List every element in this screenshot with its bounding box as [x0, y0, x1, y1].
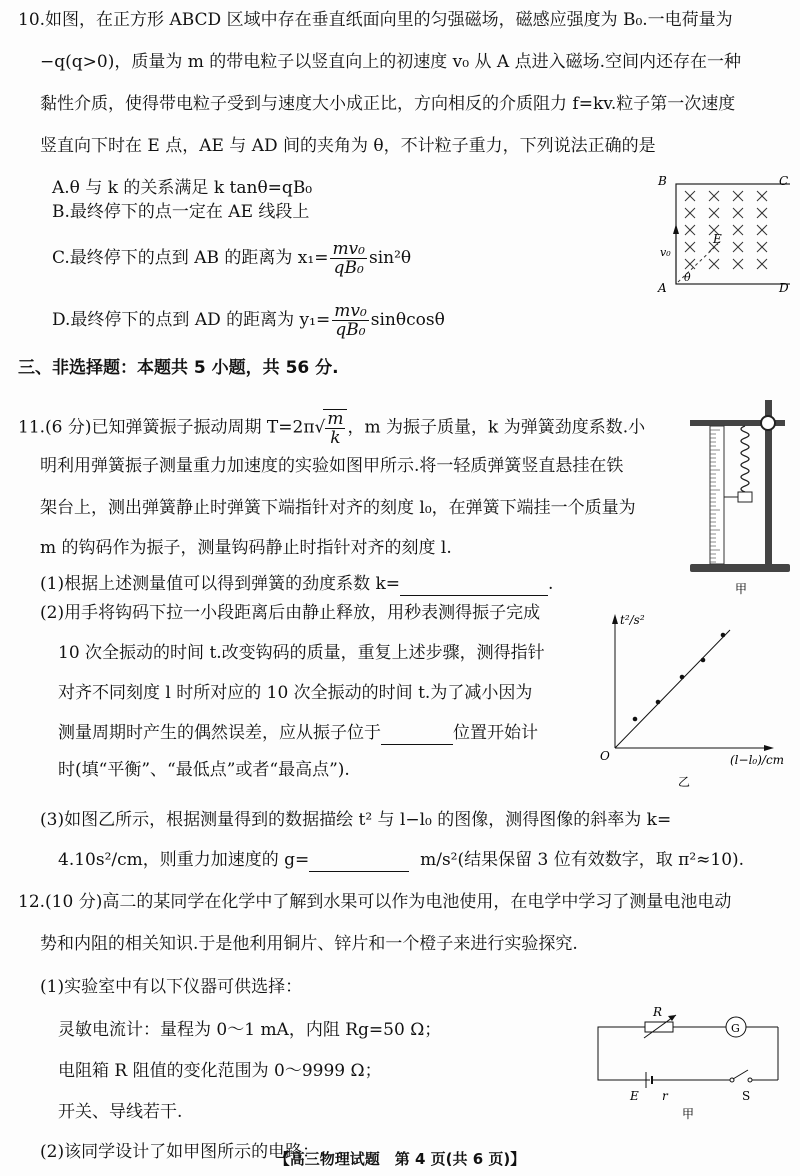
q12-line: 势和内阻的相关知识.于是他利用铜片、锌片和一个橙子来进行实验探究.	[40, 934, 578, 954]
text: m/s²(结果保留 3 位有效数字，取 π²≈10).	[420, 850, 745, 870]
text: 测量周期时产生的偶然误差，应从振子位于	[58, 723, 381, 743]
q12-part2: (2)该同学设计了如甲图所示的电路：	[40, 1142, 320, 1162]
q11-part2: (2)用手将钩码下拉一小段距离后由静止释放，用秒表测得振子完成	[40, 603, 541, 623]
answer-blank[interactable]	[381, 722, 453, 745]
label-a: A	[658, 281, 667, 295]
answer-blank[interactable]	[400, 573, 548, 596]
magnetic-field-figure	[640, 172, 790, 302]
text: ，m 为振子质量，k 为弹簧劲度系数.小	[347, 417, 646, 438]
label-e: E	[713, 232, 722, 246]
emf-label: E	[630, 1089, 639, 1103]
sqrt-fraction	[325, 410, 345, 447]
label-b: B	[658, 174, 667, 188]
q11-part2: 10 次全振动的时间 t.改变钩码的质量，重复上述步骤，测得指针	[58, 643, 545, 663]
x-axis-label: (l−l₀)/cm	[730, 753, 785, 767]
figure-caption: 甲	[735, 582, 748, 596]
q10-line: 竖直向下时在 E 点，AE 与 AD 间的夹角为 θ，不计粒子重力，下列说法正确的是	[40, 136, 656, 156]
origin-label: O	[600, 749, 610, 763]
q11-line: 架台上，测出弹簧静止时弹簧下端指针对齐的刻度 l₀，在弹簧下端挂一个质量为	[40, 498, 636, 518]
numerator: mv₀	[334, 301, 367, 321]
internal-resistance-label: r	[662, 1089, 668, 1103]
q10-line: 黏性介质，使得带电粒子受到与速度大小成正比，方向相反的介质阻力 f=kv.粒子第一次速度	[40, 94, 736, 114]
page-footer: 【高三物理试题 第 4 页(共 6 页)】	[274, 1150, 526, 1168]
label-c: C	[779, 174, 789, 188]
numerator: m	[327, 409, 344, 429]
text: 4.10s²/cm，则重力加速度的 g=	[58, 850, 310, 870]
data-point	[680, 675, 685, 680]
option-text: sin²θ	[368, 248, 412, 268]
figure-caption: 乙	[678, 775, 691, 789]
q11-line: 明利用弹簧振子测量重力加速度的实验如图甲所示.将一轻质弹簧竖直悬挂在铁	[40, 456, 624, 476]
fraction	[332, 302, 369, 339]
q10-option-d	[52, 302, 445, 339]
q11-part2: 对齐不同刻度 l 时所对应的 10 次全振动的时间 t.为了减小因为	[58, 683, 533, 703]
text: (1)根据上述测量值可以得到弹簧的劲度系数 k=	[40, 574, 401, 594]
data-point	[721, 633, 726, 638]
q10-option-a: A.θ 与 k 的关系满足 k tanθ=qB₀	[52, 178, 313, 198]
q11-part2	[58, 722, 538, 745]
spring-stand-figure	[680, 398, 795, 598]
text: 位置开始计	[453, 723, 538, 743]
q11-part2: 时(填“平衡”、“最低点”或者“最高点”).	[58, 760, 350, 780]
text: 11.(6 分)已知弹簧振子振动周期 T=2π	[18, 417, 315, 438]
label-d: D	[779, 281, 789, 295]
instrument-item: 电阻箱 R 阻值的变化范围为 0～9999 Ω；	[58, 1061, 382, 1081]
option-text: sinθcosθ	[370, 310, 445, 330]
resistor-label: R	[653, 1005, 663, 1019]
instrument-item: 灵敏电流计：量程为 0～1 mA，内阻 Rg=50 Ω；	[58, 1020, 442, 1040]
label-v0: v₀	[660, 246, 671, 259]
circuit-diagram	[590, 1000, 790, 1135]
data-point	[701, 658, 706, 663]
denominator: qB₀	[335, 320, 366, 340]
data-point	[656, 700, 661, 705]
numerator: mv₀	[332, 239, 365, 259]
text: .	[548, 574, 554, 594]
q11-line: m 的钩码作为振子，测量钩码静止时指针对齐的刻度 l.	[40, 538, 452, 558]
q12-part1: (1)实验室中有以下仪器可供选择：	[40, 977, 303, 997]
fraction	[330, 240, 367, 277]
figure-caption: 甲	[682, 1107, 695, 1121]
denominator: qB₀	[333, 258, 364, 278]
denominator: k	[330, 428, 341, 448]
q10-line: 10.如图，在正方形 ABCD 区域中存在垂直纸面向里的匀强磁场，磁感应强度为 B₀.一电荷量为	[18, 10, 733, 30]
option-text: D.最终停下的点到 AD 的距离为 y₁=	[52, 310, 331, 330]
instrument-item: 开关、导线若干.	[58, 1102, 183, 1122]
switch-label: S	[742, 1089, 751, 1103]
q11-part3: (3)如图乙所示，根据测量得到的数据描绘 t² 与 l−l₀ 的图像，测得图像的斜率为 k=	[40, 810, 672, 830]
label-theta: θ	[684, 271, 691, 284]
t2-vs-length-graph	[590, 608, 795, 793]
q11-part1	[40, 573, 553, 596]
q11-line: 11.(6 分)已知弹簧振子振动周期 T=2π√ $\frac{m}{k}$ ，m 为振子质量，k 为弹簧劲度系数.小	[18, 409, 646, 448]
option-text: C.最终停下的点到 AB 的距离为 x₁=	[52, 248, 329, 268]
q10-line: −q(q>0)，质量为 m 的带电粒子以竖直向上的初速度 v₀ 从 A 点进入磁场.空间内还存在一种	[40, 52, 741, 72]
section-heading: 三、非选择题：本题共 5 小题，共 56 分.	[18, 358, 339, 378]
y-axis-label: t²/s²	[620, 613, 645, 627]
data-point	[633, 717, 638, 722]
q11-part3	[58, 849, 744, 872]
galvanometer-label: G	[731, 1022, 740, 1035]
q10-option-b: B.最终停下的点一定在 AE 线段上	[52, 202, 310, 222]
q10-option-c	[52, 240, 411, 277]
q12-line: 12.(10 分)高二的某同学在化学中了解到水果可以作为电池使用，在电学中学习了测量电池电动	[18, 892, 732, 912]
answer-blank[interactable]	[309, 849, 409, 872]
